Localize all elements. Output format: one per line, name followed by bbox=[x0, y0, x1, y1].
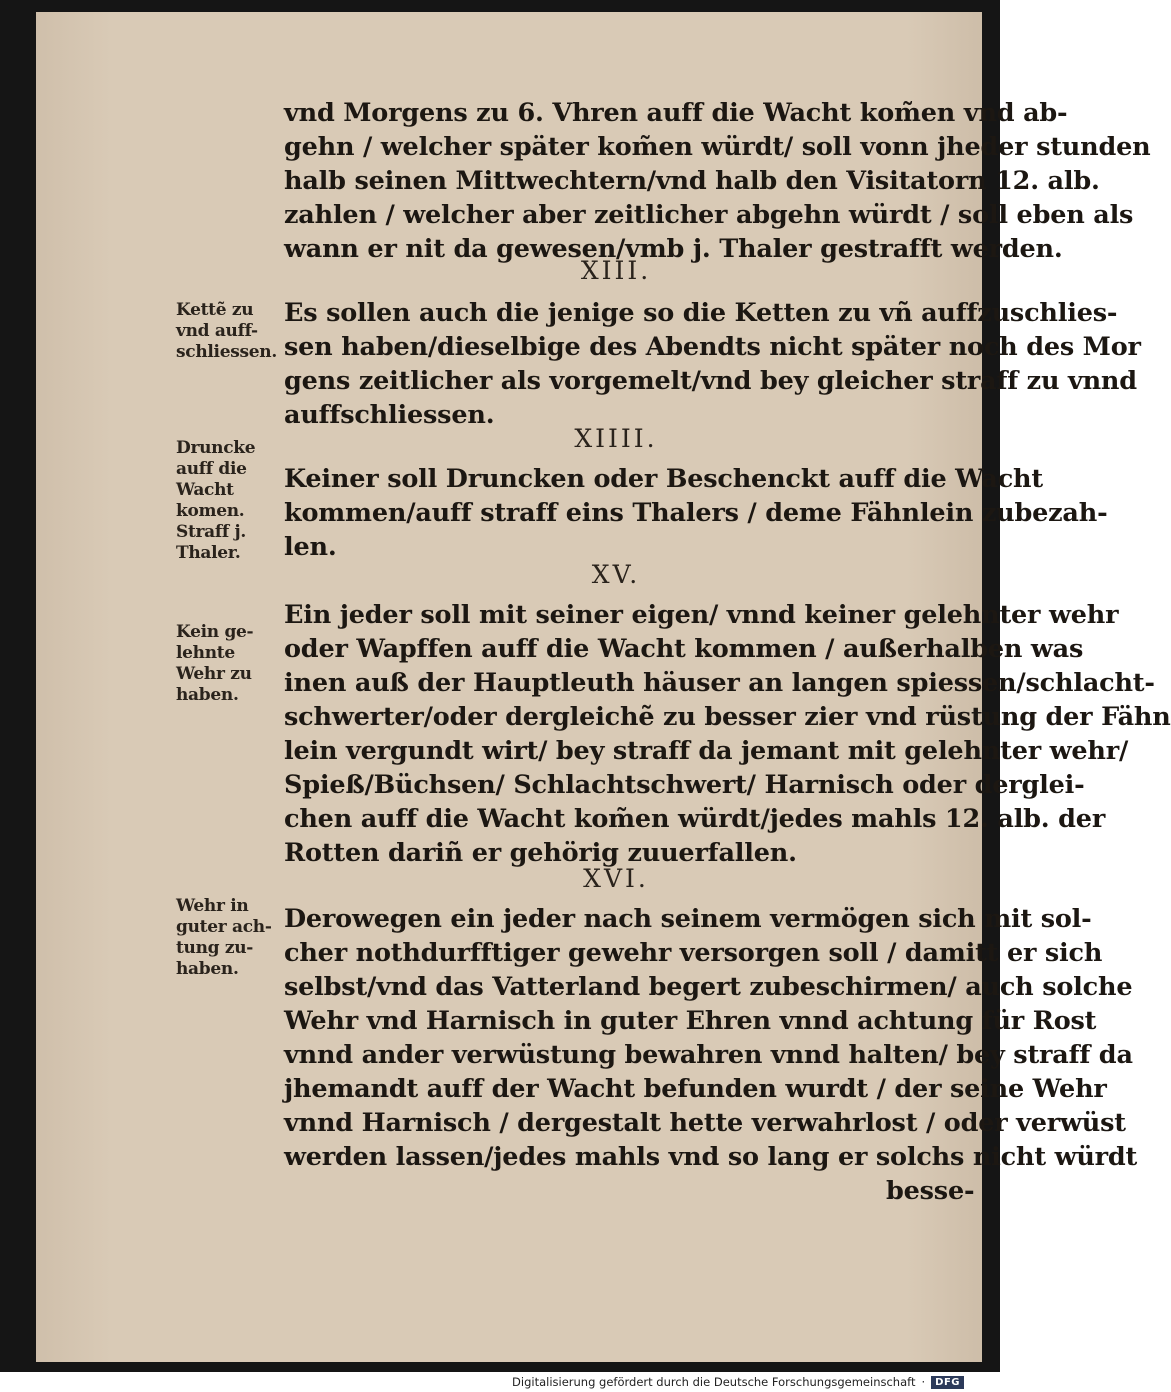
margin-note: Druncke bbox=[176, 438, 256, 458]
text-line: selbst/vnd das Vatterland begert zubeschirmen/ auch solche bbox=[284, 972, 1133, 1002]
text-line: inen auß der Hauptleuth häuser an langen spiessen/schlacht- bbox=[284, 668, 1155, 698]
text-line: vnnd Harnisch / dergestalt hette verwahrlost / oder verwüst bbox=[284, 1108, 1126, 1138]
margin-note: schliessen. bbox=[176, 342, 277, 362]
margin-note: Wehr zu bbox=[176, 664, 252, 684]
section-heading: XIII. bbox=[580, 256, 652, 285]
margin-note: guter ach- bbox=[176, 917, 272, 937]
text-line: oder Wapffen auff die Wacht kommen / außerhalben was bbox=[284, 634, 1084, 664]
margin-note: haben. bbox=[176, 959, 239, 979]
text-line: Es sollen auch die jenige so die Ketten zu vñ auffzuschlies- bbox=[284, 298, 1118, 328]
text-line: vnnd ander verwüstung bewahren vnnd halten/ bey straff da bbox=[284, 1040, 1133, 1070]
catchword: besse- bbox=[886, 1176, 975, 1206]
margin-note: Thaler. bbox=[176, 543, 241, 563]
footer-text: Digitalisierung gefördert durch die Deutsche Forschungsgemeinschaft bbox=[512, 1375, 916, 1389]
text-line: halb seinen Mittwechtern/vnd halb den Visitatorn 12. alb. bbox=[284, 166, 1100, 196]
margin-note: vnd auff- bbox=[176, 321, 258, 341]
margin-note: Kettẽ zu bbox=[176, 300, 254, 320]
section-heading: XV. bbox=[591, 560, 641, 589]
margin-note: haben. bbox=[176, 685, 239, 705]
text-line: len. bbox=[284, 532, 337, 562]
text-line: auffschliessen. bbox=[284, 400, 495, 430]
margin-note: Straff j. bbox=[176, 522, 247, 542]
text-line: Keiner soll Druncken oder Beschenckt auff die Wacht bbox=[284, 464, 1043, 494]
margin-note: tung zu- bbox=[176, 938, 254, 958]
text-line: jhemandt auff der Wacht befunden wurdt / der seine Wehr bbox=[284, 1074, 1107, 1104]
book-page bbox=[36, 12, 1171, 1362]
text-line: Derowegen ein jeder nach seinem vermögen sich mit sol- bbox=[284, 904, 1092, 934]
text-line: vnd Morgens zu 6. Vhren auff die Wacht kom̃en vnd ab- bbox=[284, 98, 1068, 128]
text-line: Wehr vnd Harnisch in guter Ehren vnnd achtung für Rost bbox=[284, 1006, 1097, 1036]
dfg-logo-icon: DFG bbox=[931, 1376, 964, 1389]
margin-note: Kein ge- bbox=[176, 622, 254, 642]
text-line: cher nothdurfftiger gewehr versorgen soll / damitt er sich bbox=[284, 938, 1103, 968]
text-line: gehn / welcher später kom̃en würdt/ soll vonn jheder stunden bbox=[284, 132, 1151, 162]
margin-note: auff die bbox=[176, 459, 247, 479]
text-line: zahlen / welcher aber zeitlicher abgehn würdt / soll eben als bbox=[284, 200, 1134, 230]
margin-note: komen. bbox=[176, 501, 245, 521]
text-line: Ein jeder soll mit seiner eigen/ vnnd keiner gelehnter wehr bbox=[284, 600, 1119, 630]
text-line: Rotten dariñ er gehörig zuuerfallen. bbox=[284, 838, 797, 868]
digitization-footer bbox=[512, 1375, 964, 1389]
text-line: wann er nit da gewesen/vmb j. Thaler gestrafft werden. bbox=[284, 234, 1063, 264]
text-line: schwerter/oder dergleichẽ zu besser zier vnd rüstung der Fähn bbox=[284, 702, 1171, 732]
section-heading: XIIII. bbox=[574, 424, 658, 453]
text-line: Spieß/Büchsen/ Schlachtschwert/ Harnisch oder derglei- bbox=[284, 770, 1085, 800]
text-line: chen auff die Wacht kom̃en würdt/jedes mahls 12. alb. der bbox=[284, 804, 1106, 834]
section-heading: XVI. bbox=[583, 864, 649, 893]
margin-note: lehnte bbox=[176, 643, 235, 663]
text-line: sen haben/dieselbige des Abendts nicht später noch des Mor bbox=[284, 332, 1141, 362]
text-line: kommen/auff straff eins Thalers / deme Fähnlein zubezah- bbox=[284, 498, 1108, 528]
margin-note: Wehr in bbox=[176, 896, 249, 916]
margin-note: Wacht bbox=[176, 480, 234, 500]
text-line: werden lassen/jedes mahls vnd so lang er solchs nicht würdt bbox=[284, 1142, 1138, 1172]
text-line: gens zeitlicher als vorgemelt/vnd bey gleicher straff zu vnnd bbox=[284, 366, 1137, 396]
text-line: lein vergundt wirt/ bey straff da jemant mit gelehnter wehr/ bbox=[284, 736, 1129, 766]
footer-separator: · bbox=[921, 1375, 926, 1389]
